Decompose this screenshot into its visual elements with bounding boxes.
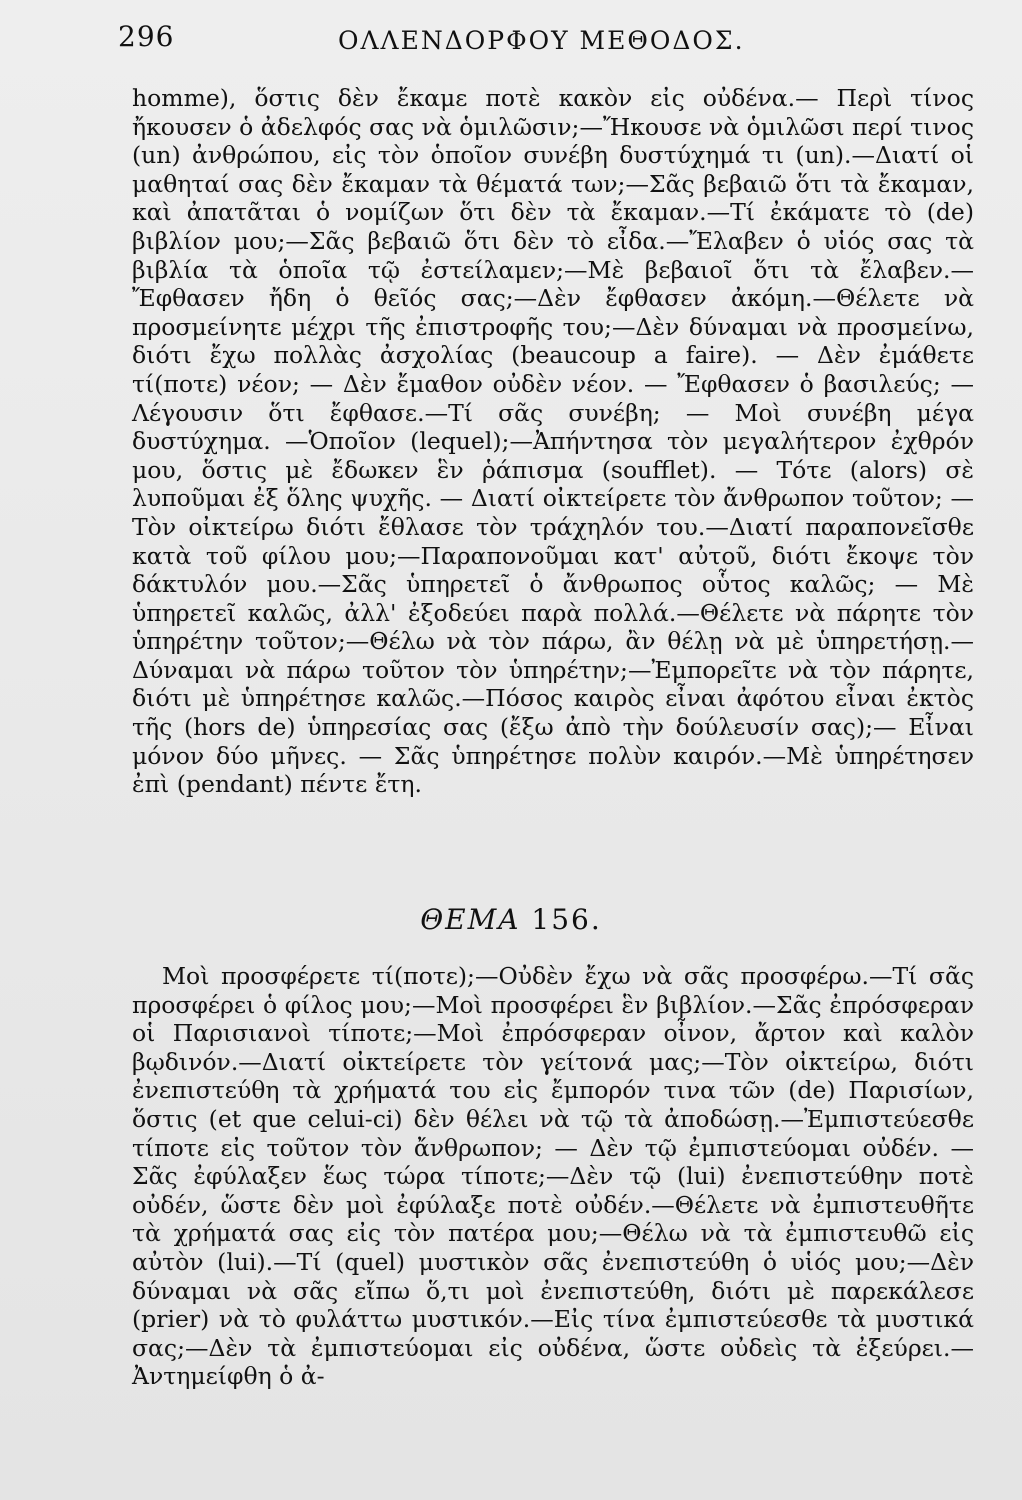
page-number: 296: [118, 20, 175, 53]
exercise-text-continued: homme), ὅστις δὲν ἔκαμε ποτὲ κακὸν εἰς οὐδένα.— Περὶ τίνος ἤκουσεν ὁ ἀδελφός σας νὰ ὁμιλῶσιν;—Ἤκουσε νὰ ὁμιλῶσι περί τινος (un) ἀνθρώπου, εἰς τὸν ὁποῖον συνέβη δυστύχημά τι (un).—Διατί οἱ μαθηταί σας δὲν ἔκαμαν τὰ θέματά των;—Σᾶς βεβαιῶ ὅτι τὰ ἔκαμαν, καὶ ἀπατᾶται ὁ νομίζων ὅτι δὲν τὰ ἔκαμαν.—Τί ἐκάματε τὸ (de) βιβλίον μου;—Σᾶς βεβαιῶ ὅτι δὲν τὸ εἶδα.—Ἔλαβεν ὁ υἱός σας τὰ βιβλία τὰ ὁποῖα τῷ ἐστείλαμεν;—Μὲ βεβαιοῖ ὅτι τὰ ἔλαβεν.—Ἔφθασεν ἤδη ὁ θεῖός σας;—Δὲν ἔφθασεν ἀκόμη.—Θέλετε νὰ προσμείνητε μέχρι τῆς ἐπιστροφῆς του;—Δὲν δύναμαι νὰ προσμείνω, διότι ἔχω πολλὰς ἀσχολίας (beaucoup a faire). — Δὲν ἐμάθετε τί(ποτε) νέον; — Δὲν ἔμαθον οὐδὲν νέον. — Ἔφθασεν ὁ βασιλεύς; — Λέγουσιν ὅτι ἔφθασε.—Τί σᾶς συνέβη; — Μοὶ συνέβη μέγα δυστύχημα. —Ὁποῖον (lequel);—Ἀπήντησα τὸν μεγαλήτερον ἐχθρόν μου, ὅστις μὲ ἔδωκεν ἓν ῥάπισμα (soufflet). — Τότε (alors) σὲ λυποῦμαι ἐξ ὅλης ψυχῆς. — Διατί οἰκτείρετε τὸν ἄνθρωπον τοῦτον; — Τὸν οἰκτείρω διότι ἔθλασε τὸν τράχηλόν του.—Διατί παραπονεῖσθε κατὰ τοῦ φίλου μου;—Παραπονοῦμαι κατ' αὐτοῦ, διότι ἔκοψε τὸν δάκτυλόν μου.—Σᾶς ὑπηρετεῖ ὁ ἄνθρωπος οὗτος καλῶς; — Μὲ ὑπηρετεῖ καλῶς, ἀλλ' ἐξοδεύει παρὰ πολλά.—Θέλετε νὰ πάρητε τὸν ὑπηρέτην τοῦτον;—Θέλω νὰ τὸν πάρω, ἂν θέλῃ νὰ μὲ ὑπηρετήσῃ.—Δύναμαι νὰ πάρω τοῦτον τὸν ὑπηρέτην;—Ἐμπορεῖτε νὰ τὸν πάρητε, διότι μὲ ὑπηρέτησε καλῶς.—Πόσος καιρὸς εἶναι ἀφότου εἶναι ἐκτὸς τῆς (hors de) ὑπηρεσίας σας (ἔξω ἀπὸ τὴν δούλευσίν σας);— Εἶναι μόνον δύο μῆνες. — Σᾶς ὑπηρέτησε πολὺν καιρόν.—Μὲ ὑπηρέτησεν ἐπὶ (pendant) πέντε ἔτη.: [132, 84, 974, 799]
running-head: ΟΛΛΕΝΔΟΡΦΟΥ ΜΕΘΟΔΟΣ.: [338, 26, 745, 55]
theme-word: ΘΕΜΑ: [420, 903, 521, 936]
exercise-text-156: Μοὶ προσφέρετε τί(ποτε);—Οὐδὲν ἔχω νὰ σᾶς προσφέρω.—Τί σᾶς προσφέρει ὁ φίλος μου;—Μοὶ προσφέρει ἓν βιβλίον.—Σᾶς ἐπρόσφεραν οἱ Παρισιανοὶ τίποτε;—Μοὶ ἐπρόσφεραν οἶνον, ἄρτον καὶ καλὸν βῳδινόν.—Διατί οἰκτείρετε τὸν γείτονά μας;—Τὸν οἰκτείρω, διότι ἐνεπιστεύθη τὰ χρήματά του εἰς ἔμπορόν τινα τῶν (de) Παρισίων, ὅστις (et que celui-ci) δὲν θέλει νὰ τῷ τὰ ἀποδώσῃ.—Ἐμπιστεύεσθε τίποτε εἰς τοῦτον τὸν ἄνθρωπον; — Δὲν τῷ ἐμπιστεύομαι οὐδέν. — Σᾶς ἐφύλαξεν ἕως τώρα τίποτε;—Δὲν τῷ (lui) ἐνεπιστεύθην ποτὲ οὐδέν, ὥστε δὲν μοὶ ἐφύλαξε ποτὲ οὐδέν.—Θέλετε νὰ ἐμπιστευθῆτε τὰ χρήματά σας εἰς τὸν πατέρα μου;—Θέλω νὰ τὰ ἐμπιστευθῶ εἰς αὐτὸν (lui).—Τί (quel) μυστικὸν σᾶς ἐνεπιστεύθη ὁ υἱός μου;—Δὲν δύναμαι νὰ σᾶς εἴπω ὅ,τι μοὶ ἐνεπιστεύθη, διότι μὲ παρεκάλεσε (prier) νὰ τὸ φυλάττω μυστικόν.—Εἰς τίνα ἐμπιστεύεσθε τὰ μυστικά σας;—Δὲν τὰ ἐμπιστεύομαι εἰς οὐδένα, ὥστε οὐδεὶς τὰ ἐξεύρει.—Ἀντημείφθη ὁ ἀ-: [132, 962, 974, 1391]
theme-number: 156.: [531, 903, 602, 936]
theme-heading: [0, 903, 1022, 936]
